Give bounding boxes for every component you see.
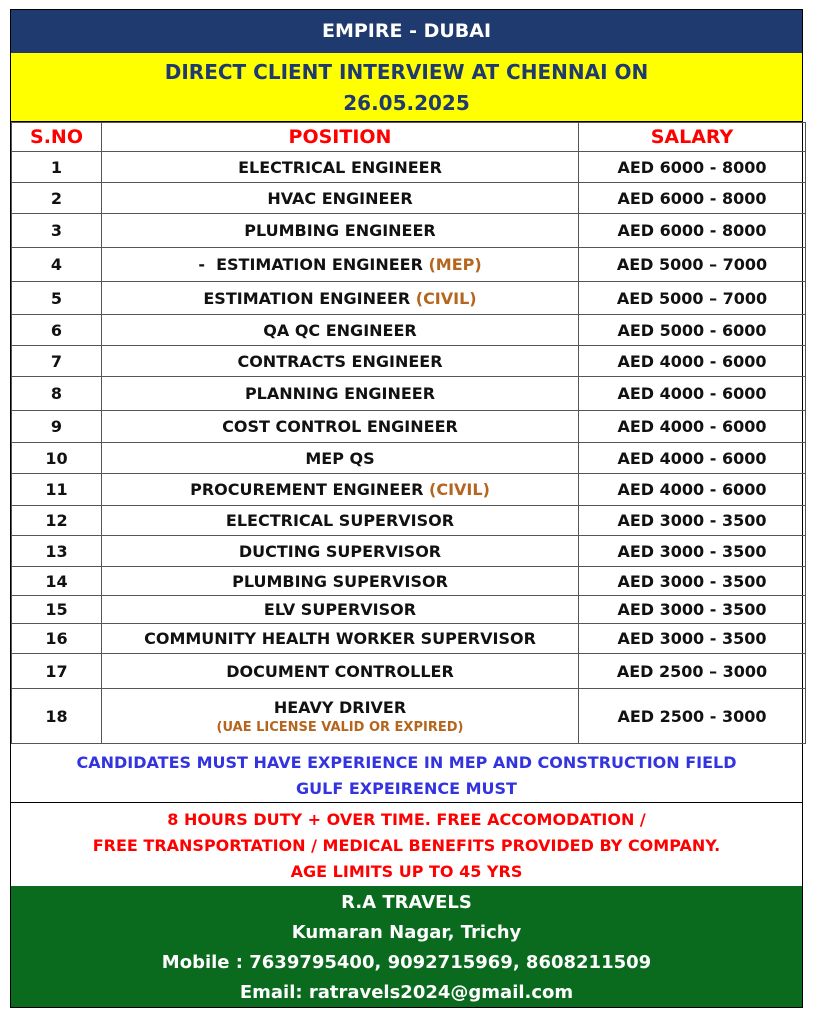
column-header-position: POSITION xyxy=(102,123,579,152)
position-title: DOCUMENT CONTROLLER xyxy=(226,661,454,681)
row-sno: 15 xyxy=(12,596,102,624)
position-title: PLUMBING ENGINEER xyxy=(244,221,436,240)
row-sno: 8 xyxy=(12,377,102,411)
table-row xyxy=(12,346,806,377)
benefits-note xyxy=(11,803,802,886)
position-prefix: - xyxy=(198,255,217,274)
row-position xyxy=(102,183,579,214)
row-position xyxy=(102,689,579,744)
row-position xyxy=(102,536,579,567)
column-header-sno: S.NO xyxy=(12,123,102,152)
interview-banner xyxy=(11,53,802,122)
position-title: MEP QS xyxy=(305,448,375,468)
column-header-salary: SALARY xyxy=(579,123,806,152)
row-position xyxy=(102,152,579,183)
row-sno: 1 xyxy=(12,152,102,183)
table-row xyxy=(12,536,806,567)
row-salary: AED 5000 – 7000 xyxy=(579,282,806,315)
row-salary: AED 4000 - 6000 xyxy=(579,443,806,474)
row-sno: 11 xyxy=(12,474,102,506)
row-salary: AED 3000 - 3500 xyxy=(579,536,806,567)
table-row xyxy=(12,443,806,474)
row-position xyxy=(102,248,579,282)
table-row xyxy=(12,183,806,214)
agency-email: Email: ratravels2024@gmail.com xyxy=(239,982,574,1003)
row-salary: AED 6000 - 8000 xyxy=(579,214,806,248)
table-row xyxy=(12,624,806,654)
row-salary: AED 5000 - 6000 xyxy=(579,315,806,346)
position-title: ESTIMATION ENGINEER xyxy=(216,255,423,274)
row-sno: 4 xyxy=(12,248,102,282)
row-salary: AED 2500 – 3000 xyxy=(579,654,806,689)
table-row xyxy=(12,248,806,282)
row-position xyxy=(102,596,579,624)
position-title: HVAC ENGINEER xyxy=(267,188,413,208)
position-title: PLUMBING SUPERVISOR xyxy=(232,571,448,591)
requirement-line: CANDIDATES MUST HAVE EXPERIENCE IN MEP AND CONSTRUCTION FIELD xyxy=(76,753,737,772)
row-position xyxy=(102,346,579,377)
row-sno: 12 xyxy=(12,506,102,536)
table-row xyxy=(12,411,806,443)
row-position xyxy=(102,214,579,248)
row-salary: AED 2500 - 3000 xyxy=(579,689,806,744)
agency-address: Kumaran Nagar, Trichy xyxy=(291,922,522,943)
agency-name: R.A TRAVELS xyxy=(341,892,472,913)
row-sno: 18 xyxy=(12,689,102,744)
row-position xyxy=(102,624,579,654)
position-note: (UAE LICENSE VALID OR EXPIRED) xyxy=(216,719,464,735)
row-position xyxy=(102,443,579,474)
position-title: ESTIMATION ENGINEER xyxy=(203,288,411,308)
row-salary: AED 6000 - 8000 xyxy=(579,183,806,214)
table-row xyxy=(12,474,806,506)
position-title: PROCUREMENT ENGINEER xyxy=(190,480,424,499)
row-salary: AED 3000 - 3500 xyxy=(579,596,806,624)
row-sno: 6 xyxy=(12,315,102,346)
interview-date: 26.05.2025 xyxy=(343,91,470,115)
job-poster xyxy=(10,9,803,1008)
table-row xyxy=(12,282,806,315)
row-salary: AED 4000 - 6000 xyxy=(579,377,806,411)
requirements-note xyxy=(11,747,802,803)
position-title: QA QC ENGINEER xyxy=(263,320,417,340)
row-sno: 13 xyxy=(12,536,102,567)
row-sno: 17 xyxy=(12,654,102,689)
row-sno: 14 xyxy=(12,567,102,596)
position-title: COST CONTROL ENGINEER xyxy=(222,417,458,436)
position-title: COMMUNITY HEALTH WORKER SUPERVISOR xyxy=(144,629,536,648)
position-title: ELECTRICAL SUPERVISOR xyxy=(225,511,455,530)
table-row xyxy=(12,377,806,411)
position-title: PLANNING ENGINEER xyxy=(244,384,436,403)
row-position xyxy=(102,411,579,443)
row-sno: 3 xyxy=(12,214,102,248)
company-title: EMPIRE - DUBAI xyxy=(11,10,802,53)
table-row xyxy=(12,689,806,744)
row-sno: 9 xyxy=(12,411,102,443)
row-salary: AED 6000 - 8000 xyxy=(579,152,806,183)
row-sno: 5 xyxy=(12,282,102,315)
position-title: ELECTRICAL ENGINEER xyxy=(238,157,442,177)
position-tag: (CIVIL) xyxy=(415,288,477,308)
row-position xyxy=(102,377,579,411)
agency-contact xyxy=(11,886,802,1007)
row-salary: AED 4000 - 6000 xyxy=(579,346,806,377)
benefit-line: 8 HOURS DUTY + OVER TIME. FREE ACCOMODATION / xyxy=(167,810,646,829)
position-tag: (MEP) xyxy=(428,255,482,274)
position-title: HEAVY DRIVER xyxy=(273,697,407,717)
row-salary: AED 3000 - 3500 xyxy=(579,624,806,654)
row-position xyxy=(102,654,579,689)
benefit-line: FREE TRANSPORTATION / MEDICAL BENEFITS PROVIDED BY COMPANY. xyxy=(92,836,721,855)
table-row xyxy=(12,567,806,596)
interview-line: DIRECT CLIENT INTERVIEW AT CHENNAI ON xyxy=(164,60,649,84)
position-tag: (CIVIL) xyxy=(429,480,490,499)
row-salary: AED 4000 - 6000 xyxy=(579,411,806,443)
table-row xyxy=(12,596,806,624)
row-position xyxy=(102,315,579,346)
row-salary: AED 5000 – 7000 xyxy=(579,248,806,282)
row-sno: 7 xyxy=(12,346,102,377)
row-sno: 2 xyxy=(12,183,102,214)
row-position xyxy=(102,567,579,596)
position-title: CONTRACTS ENGINEER xyxy=(237,351,443,371)
position-title: ELV SUPERVISOR xyxy=(263,600,417,619)
row-salary: AED 3000 - 3500 xyxy=(579,506,806,536)
table-row xyxy=(12,654,806,689)
row-sno: 10 xyxy=(12,443,102,474)
positions-table xyxy=(11,122,806,744)
row-position xyxy=(102,506,579,536)
requirement-line: GULF EXPEIRENCE MUST xyxy=(296,779,517,798)
benefit-line: AGE LIMITS UP TO 45 YRS xyxy=(290,862,523,881)
table-row xyxy=(12,315,806,346)
row-salary: AED 4000 - 6000 xyxy=(579,474,806,506)
row-sno: 16 xyxy=(12,624,102,654)
row-position xyxy=(102,282,579,315)
table-row xyxy=(12,214,806,248)
table-row xyxy=(12,506,806,536)
table-row xyxy=(12,152,806,183)
table-header-row xyxy=(12,123,806,152)
row-salary: AED 3000 - 3500 xyxy=(579,567,806,596)
agency-mobile: Mobile : 7639795400, 9092715969, 8608211509 xyxy=(161,952,652,973)
position-title: DUCTING SUPERVISOR xyxy=(238,541,442,561)
row-position xyxy=(102,474,579,506)
